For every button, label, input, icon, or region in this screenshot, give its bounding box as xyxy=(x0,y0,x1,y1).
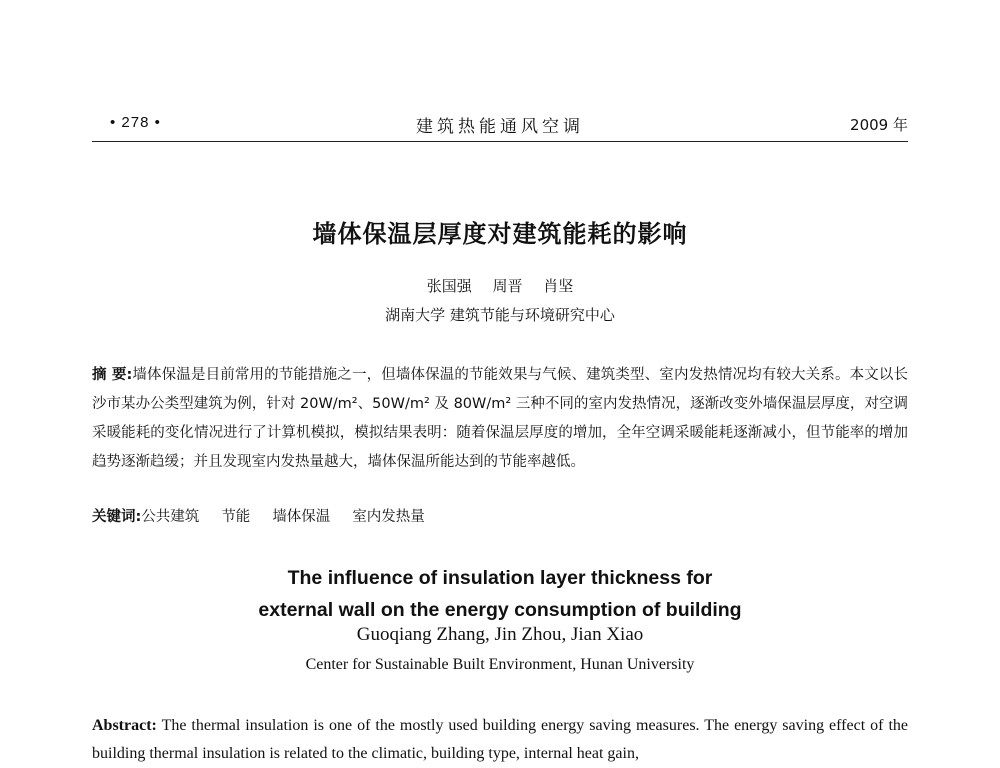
publication-year: 2009 年 xyxy=(850,116,908,134)
english-abstract-text: The thermal insulation is one of the mostly used building energy saving measures. The energy saving effect of the building thermal insulation is related to the climatic, building type, internal heat gain, xyxy=(92,717,908,762)
chinese-authors xyxy=(0,275,1000,296)
english-title-line: external wall on the energy consumption of building xyxy=(258,599,742,621)
chinese-affiliation: 湖南大学 建筑节能与环境研究中心 xyxy=(385,306,615,324)
chinese-title: 墙体保温层厚度对建筑能耗的影响 xyxy=(312,220,688,248)
english-authors: Guoqiang Zhang, Jin Zhou, Jian Xiao xyxy=(356,624,644,645)
keyword: 节能 xyxy=(221,509,251,525)
keywords-label: 关键词: xyxy=(92,509,142,525)
english-affiliation: Center for Sustainable Built Environment, Hunan University xyxy=(305,656,695,673)
english-title xyxy=(0,562,1000,626)
keyword: 室内发热量 xyxy=(352,509,425,525)
page-number: • 278 • xyxy=(110,114,161,131)
header-rule xyxy=(92,141,908,142)
keyword: 公共建筑 xyxy=(141,509,200,525)
keyword: 墙体保温 xyxy=(272,509,331,525)
running-header xyxy=(92,112,908,142)
abstract-label: 摘 要: xyxy=(92,367,133,383)
english-title-line: The influence of insulation layer thickness for xyxy=(287,567,713,589)
author-name: 肖坚 xyxy=(543,277,574,295)
author-name: 周晋 xyxy=(492,277,523,295)
chinese-abstract xyxy=(92,361,908,477)
author-name: 张国强 xyxy=(426,277,472,295)
journal-name: 建筑热能通风空调 xyxy=(416,117,584,137)
abstract-text: 墙体保温是目前常用的节能措施之一，但墙体保温的节能效果与气候、建筑类型、室内发热情况均有较大关系。本文以长沙市某办公类型建筑为例，针对 20W/m²、50W/m² 及 80W/m² 三种不同的室内发热情况，逐渐改变外墙保温层厚度，对空调采暖能耗的变化情况进行了计算机模拟，模拟结果表明：随着保温层厚度的增加，全年空调采暖能耗逐渐减小，但节能率的增加趋势逐渐趋缓；并且发现室内发热量越大，墙体保温所能达到的节能率越低。 xyxy=(92,367,908,470)
chinese-keywords xyxy=(92,505,908,526)
english-abstract-label: Abstract: xyxy=(92,717,157,734)
